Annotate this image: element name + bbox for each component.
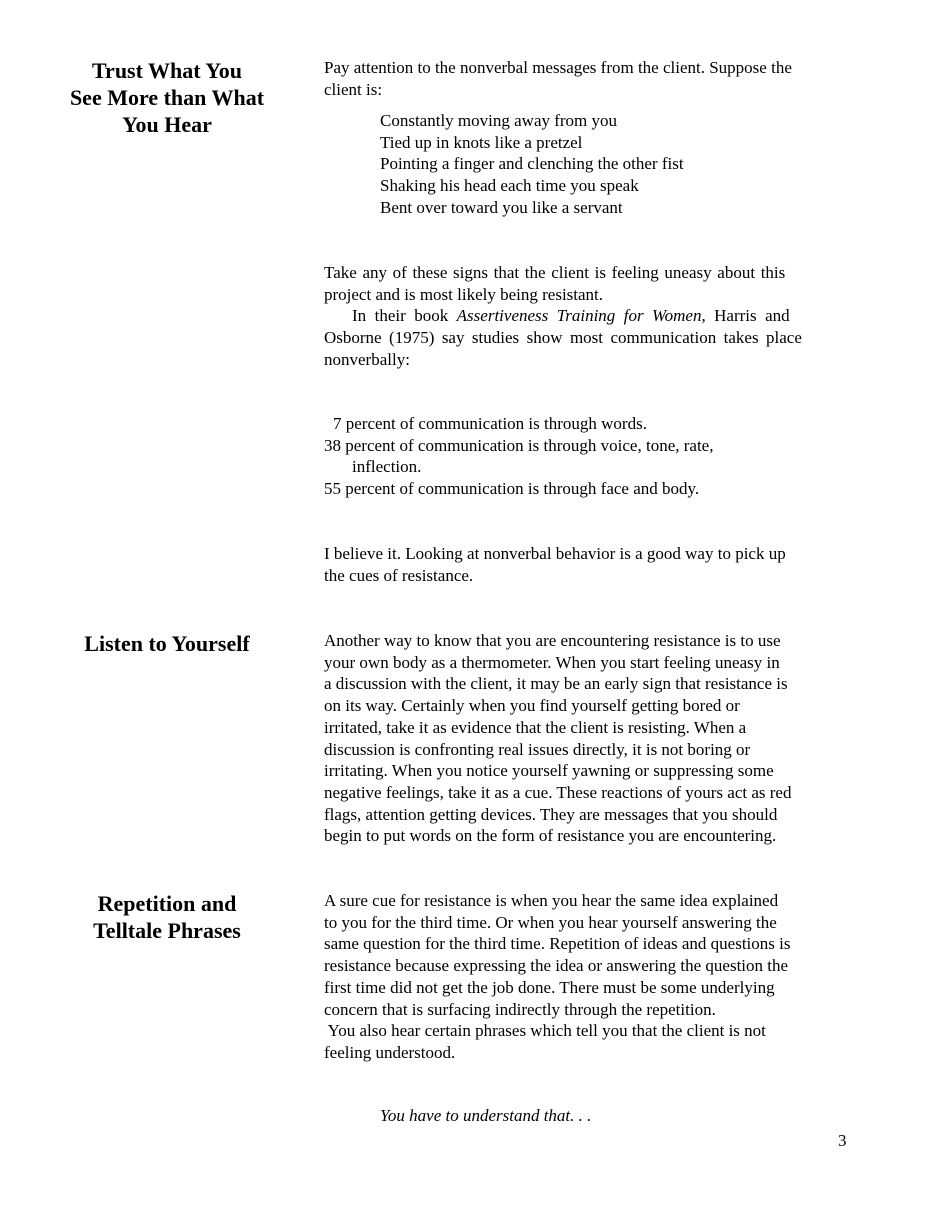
text-line: flags, attention getting devices. They are messages that you should [324, 804, 778, 824]
text-fragment: , Harris and [701, 306, 790, 326]
repetition-paragraph [324, 890, 838, 1064]
heading-line: Telltale Phrases [93, 918, 241, 943]
text-line: begin to put words on the form of resistance you are encountering. [324, 826, 777, 846]
heading-line: Trust What You [92, 58, 242, 83]
telltale-phrase-quote: You have to understand that. . . [380, 1106, 592, 1125]
stat-line: inflection. [352, 457, 422, 477]
text-line [324, 305, 838, 327]
heading-trust-what-you-see [52, 57, 282, 138]
text-line: the cues of resistance. [324, 565, 474, 585]
text-line: negative feelings, take it as a cue. These reactions of yours act as red [324, 782, 792, 802]
nonverbal-signs-list [380, 110, 684, 219]
text-line: nonverbally: [324, 349, 410, 369]
text-line: concern that is surfacing indirectly through the repetition. [324, 999, 716, 1019]
text-line: Osborne (1975) say studies show most communication takes place [324, 328, 802, 348]
text-line: You also hear certain phrases which tell you that the client is not [324, 1021, 766, 1041]
text-fragment: In their book [352, 306, 449, 326]
stat-line: 7 percent of communication is through words. [333, 414, 647, 433]
text-line: resistance because expressing the idea or answering the question the [324, 956, 789, 976]
heading-line: You Hear [122, 112, 212, 137]
list-item: Constantly moving away from you [380, 111, 618, 130]
text-line: irritated, take it as evidence that the client is resisting. When a [324, 717, 747, 737]
text-line: Take any of these signs that the client is feeling uneasy about this [324, 263, 786, 282]
text-line: same question for the third time. Repetition of ideas and questions is [324, 934, 791, 954]
communication-stats [324, 413, 713, 500]
text-line: on its way. Certainly when you find yourself getting bored or [324, 696, 740, 716]
trust-paragraph-resistance [324, 262, 838, 371]
list-item: Tied up in knots like a pretzel [380, 132, 583, 152]
heading-line: Repetition and [97, 891, 237, 916]
text-line: first time did not get the job done. There must be some underlying [324, 977, 775, 997]
text-line: discussion is confronting real issues directly, it is not boring or [324, 739, 751, 759]
list-item: Pointing a finger and clenching the other fist [380, 154, 684, 174]
heading-line: See More than What [69, 85, 265, 110]
text-line: feeling understood. [324, 1042, 456, 1062]
book-title: Assertiveness Training for Women [456, 306, 702, 326]
text-line: I believe it. Looking at nonverbal behavior is a good way to pick up [324, 544, 786, 563]
text-line: client is: [324, 79, 383, 99]
text-line: A sure cue for resistance is when you hear the same idea explained [324, 891, 779, 910]
stat-line: 38 percent of communication is through voice, tone, rate, [324, 435, 714, 455]
stat-line: 55 percent of communication is through face and body. [324, 479, 700, 499]
heading-listen-to-yourself [52, 630, 282, 657]
heading-repetition-telltale [52, 890, 282, 944]
text-line: Another way to know that you are encountering resistance is to use [324, 631, 781, 650]
trust-closing-paragraph [324, 543, 838, 586]
text-line: Pay attention to the nonverbal messages from the client. Suppose the [324, 58, 792, 77]
page-number: 3 [838, 1131, 847, 1150]
listen-paragraph [324, 630, 838, 847]
list-item: Bent over toward you like a servant [380, 197, 623, 217]
text-line: a discussion with the client, it may be an early sign that resistance is [324, 674, 788, 694]
text-line: irritating. When you notice yourself yawning or suppressing some [324, 761, 774, 781]
heading-line: Listen to Yourself [84, 631, 250, 656]
text-line: project and is most likely being resistant. [324, 284, 604, 304]
list-item: Shaking his head each time you speak [380, 176, 639, 196]
text-line: your own body as a thermometer. When you start feeling uneasy in [324, 652, 780, 672]
text-line: to you for the third time. Or when you hear yourself answering the [324, 912, 777, 932]
trust-intro-paragraph [324, 57, 838, 100]
